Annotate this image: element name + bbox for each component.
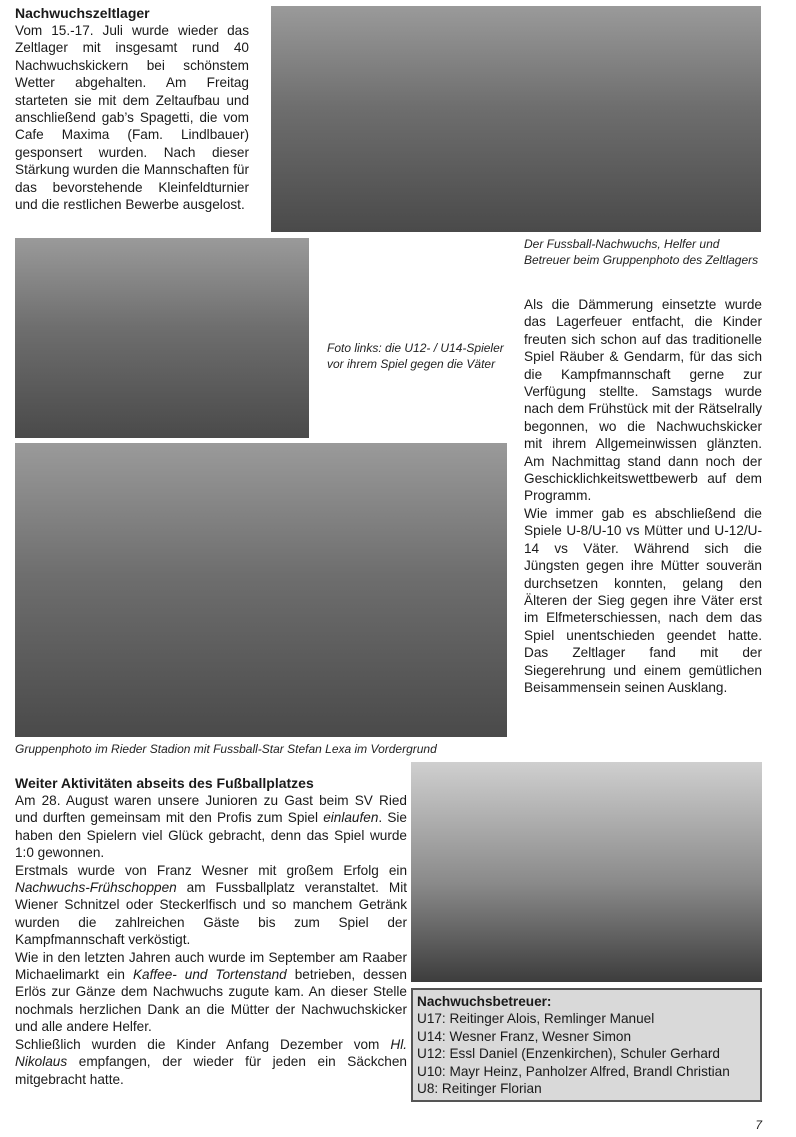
caption-top-photo: Der Fussball-Nachwuchs, Helfer und Betreuer beim Gruppenphoto des Zeltlagers [524,237,759,267]
coaches-line-u10: U10: Mayr Heinz, Panholzer Alfred, Brandl Christian [417,1063,730,1079]
coaches-line-u8: U8: Reitinger Florian [417,1081,542,1097]
text-activities-nikolaus: Schließlich wurden die Kinder Anfang Dezember vom Hl. Nikolaus empfangen, der wieder für jeden ein Säckchen mitgebracht hatte. [15,1036,407,1087]
heading-activities: Weiter Aktivitäten abseits des Fußballplatzes [15,775,314,791]
section-zeltlager [15,4,249,213]
photo-group-zeltlager [271,6,761,232]
text-zeltlager-evening: Als die Dämmerung einsetzte wurde das Lagerfeuer entfacht, die Kinder freuten sich schon auf das traditionelle Spiel Räuber & Gendarm, für das sich die Kampfmannschaft gerne zur Verfügung stellte. Samstags wurde nach dem Frühstück mit der Rätselrally begonnen, wo die Nachwuchskicker mit ihrem Allgemeinwissen glänzten. Am Nachmittag stand dann noch der Geschicklichkeitswettbewerb auf dem Programm. [524,297,762,504]
section-zeltlager-continued [524,296,762,696]
text-activities-michaelimarkt: Wie in den letzten Jahren auch wurde im September am Raaber Michaelimarkt ein Kaffee- und Tortenstand betrieben, dessen Erlös zur Gänze dem Nachwuchs zugute kam. An dieser Stelle nochmals herzlichen Dank an die Mütter der Nachwuchskicker und alle andere Helfer. [15,949,407,1035]
text-activities-fruehschoppen: Erstmals wurde von Franz Wesner mit großem Erfolg ein Nachwuchs-Frühschoppen am Fussballplatz veranstaltet. Mit Wiener Schnitzel oder Steckerlfisch und so manchem Getränk wurden die zahlreichen Gäste bis zum Spiel der Kampfmannschaft verköstigt. [15,862,407,948]
text-zeltlager-intro: Vom 15.-17. Juli wurde wieder das Zeltlager mit insgesamt rund 40 Nachwuchskickern bei schönstem Wetter abgehalten. Am Freitag starteten sie mit dem Zeltaufbau und anschließend gab’s Spagetti, die vom Cafe Maxima (Fam. Lindlbauer) gesponsert wurden. Nach dieser Stärkung wurden die Mannschaften für das bevorstehende Kleinfeldturnier und die restlichen Bewerbe ausgelost. [15,23,249,213]
heading-zeltlager: Nachwuchszeltlager [15,5,150,21]
section-activities [15,774,407,1088]
caption-left-photo: Foto links: die U12- / U14-Spieler vor ihrem Spiel gegen die Väter [327,341,504,371]
page-number: 7 [755,1118,762,1132]
caption-stadium-photo: Gruppenphoto im Rieder Stadion mit Fussball-Star Stefan Lexa im Vordergrund [15,742,437,756]
coaches-line-u12: U12: Essl Daniel (Enzenkirchen), Schuler Gerhard [417,1046,720,1062]
photo-nikolaus [411,762,762,982]
text-activities-ried: Am 28. August waren unsere Junioren zu Gast beim SV Ried und durften gemeinsam mit den Profis zum Spiel einlaufen. Sie haben den Spielern viel Glück gebracht, denn das Spiel wurde 1:0 gewonnen. [15,793,407,861]
coaches-title: Nachwuchsbetreuer: [417,994,552,1009]
text-zeltlager-games: Wie immer gab es abschließend die Spiele U-8/U-10 vs Mütter und U-12/U-14 vs Väter. Während sich die Jüngsten gegen ihre Mütter souverän durchsetzen konnten, gelang den Älteren der Sieg gegen ihre Väter erst im Elfmeterschiessen, nach dem das Spiel unentschieden geendet hatte. Das Zeltlager fand mit der Siegerehrung und einem gemütlichen Beisammensein seinen Ausklang. [524,505,762,695]
photo-stadium-group [15,443,507,737]
coaches-box [411,988,762,1102]
coaches-line-u17: U17: Reitinger Alois, Remlinger Manuel [417,1011,655,1027]
coaches-line-u14: U14: Wesner Franz, Wesner Simon [417,1028,632,1044]
photo-u12-u14-players [15,238,309,438]
